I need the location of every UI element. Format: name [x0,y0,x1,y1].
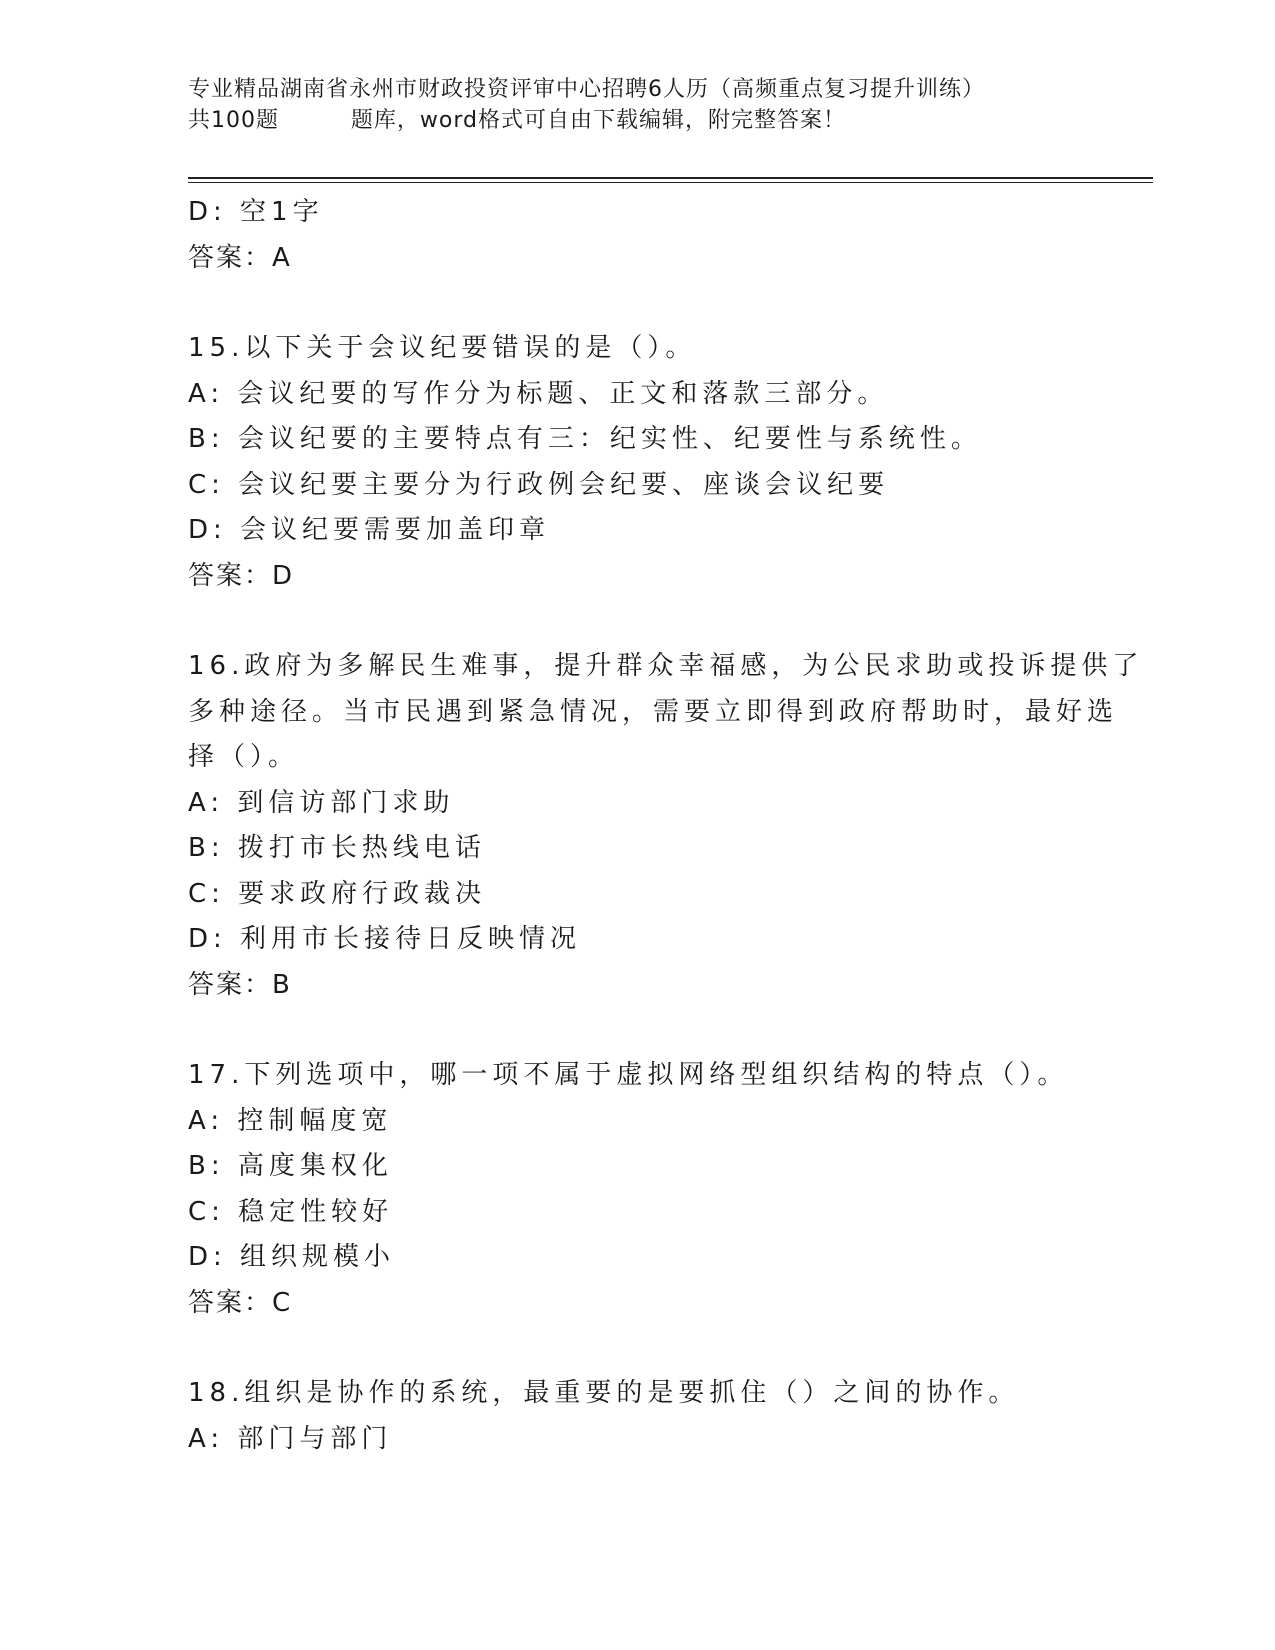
document-header [188,74,1148,136]
question-17 [188,1053,1088,1326]
question-stem-line3: 择（）。 [188,742,300,772]
option-b: B: 会议纪要的主要特点有三：纪实性、纪要性与系统性。 [188,424,982,454]
option-a: A: 控制幅度宽 [188,1105,393,1136]
prev-answer: 答案：A [188,242,292,273]
answer: 答案：C [188,1287,293,1318]
question-gap [188,1008,1088,1053]
option-d: D: 会议纪要需要加盖印章 [188,515,551,545]
question-stem: 18.组织是协作的系统，最重要的是要抓住（）之间的协作。 [188,1378,1020,1408]
option-d: D: 利用市长接待日反映情况 [188,924,582,954]
prev-option-d: D: 空1字 [188,197,324,227]
option-a: A: 会议纪要的写作分为标题、正文和落款三部分。 [188,378,889,409]
question-16 [188,644,1144,1008]
question-stem-line2: 多种途径。当市民遇到紧急情况，需要立即得到政府帮助时，最好选 [188,696,1119,727]
question-stem: 17.下列选项中，哪一项不属于虚拟网络型组织结构的特点（）。 [188,1060,1069,1090]
option-a: A: 到信访部门求助 [188,787,455,818]
option-c: C: 会议纪要主要分为行政例会纪要、座谈会议纪要 [188,469,890,500]
question-content [188,190,1144,1462]
header-rule-thin [188,182,1153,183]
question-gap [188,1326,1088,1371]
option-a: A: 部门与部门 [188,1423,393,1454]
answer: 答案：B [188,969,292,1000]
question-stem-line1: 16.政府为多解民生难事，提升群众幸福感，为公民求助或投诉提供了 [188,651,1144,681]
question-18 [188,1371,1088,1462]
question-gap [188,281,1088,326]
question-gap [188,599,1088,644]
question-stem: 15.以下关于会议纪要错误的是（）。 [188,333,697,363]
question-15 [188,326,1088,599]
option-c: C: 稳定性较好 [188,1196,394,1227]
option-b: B: 拨打市长热线电话 [188,833,486,863]
option-b: B: 高度集权化 [188,1151,393,1181]
header-title-line1: 专业精品湖南省永州市财政投资评审中心招聘6人历（高频重点复习提升训练） [188,77,985,102]
option-c: C: 要求政府行政裁决 [188,878,487,909]
header-rule-thick [188,177,1153,179]
answer: 答案：D [188,560,295,591]
header-title-line2: 共100题 题库，word格式可自由下载编辑，附完整答案！ [188,108,847,133]
option-d: D: 组织规模小 [188,1242,396,1272]
